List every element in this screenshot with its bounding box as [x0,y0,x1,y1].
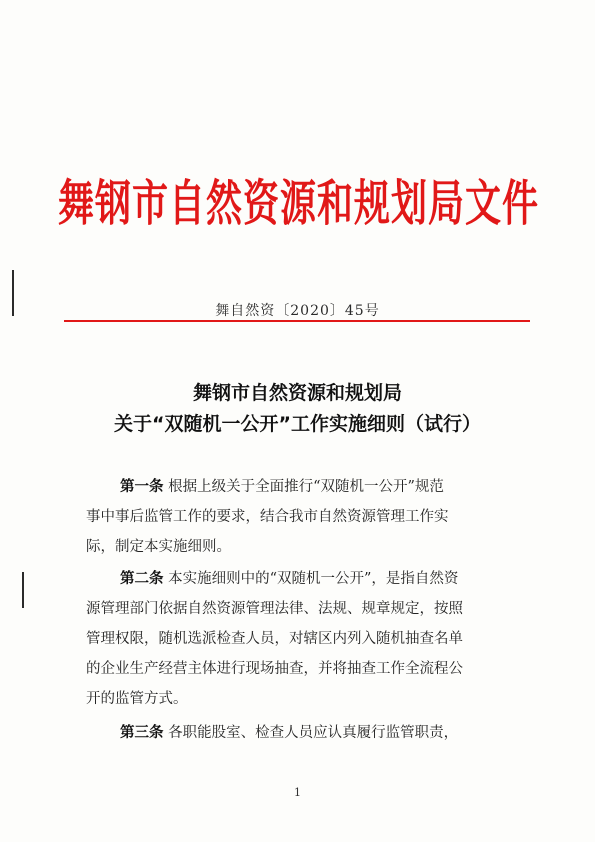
article-3 [86,718,516,748]
page-number: 1 [294,786,301,799]
article-2-line-1 [86,564,516,594]
red-header-title: 舞钢市自然资源和规划局文件 [58,176,540,233]
article-1-label: 第一条 [120,479,164,495]
document-number: 舞自然资〔2020〕45号 [215,303,380,319]
article-1 [86,472,516,562]
article-1-text: 根据上级关于全面推行“双随机一公开”规范 [163,479,444,495]
document-title-line-1: 舞钢市自然资源和规划局 [192,382,402,404]
article-2-line-4: 的企业生产经营主体进行现场抽查，并将抽查工作全流程公 [86,661,463,677]
article-2-line-5: 开的监管方式。 [86,691,188,707]
article-2-text: 本实施细则中的“双随机一公开”，是指自然资 [163,571,459,587]
article-2-label: 第二条 [120,571,164,587]
article-2-line-2: 源管理部门依据自然资源管理法律、法规、规章规定，按照 [86,601,463,617]
document-title-line-2: 关于“双随机一公开”工作实施细则（试行） [114,413,481,435]
article-3-text: 各职能股室、检查人员应认真履行监管职责， [163,725,459,741]
article-3-line-1 [86,718,516,748]
article-1-line-3: 际，制定本实施细则。 [86,539,231,555]
red-divider-line [64,320,530,322]
article-3-label: 第三条 [120,725,164,741]
article-2 [86,564,516,714]
article-1-line-1 [86,472,516,502]
article-2-line-3: 管理权限，随机选派检查人员，对辖区内列入随机抽查名单 [86,631,463,647]
article-1-line-2: 事中事后监管工作的要求，结合我市自然资源管理工作实 [86,509,449,525]
scan-margin-mark [22,572,24,608]
